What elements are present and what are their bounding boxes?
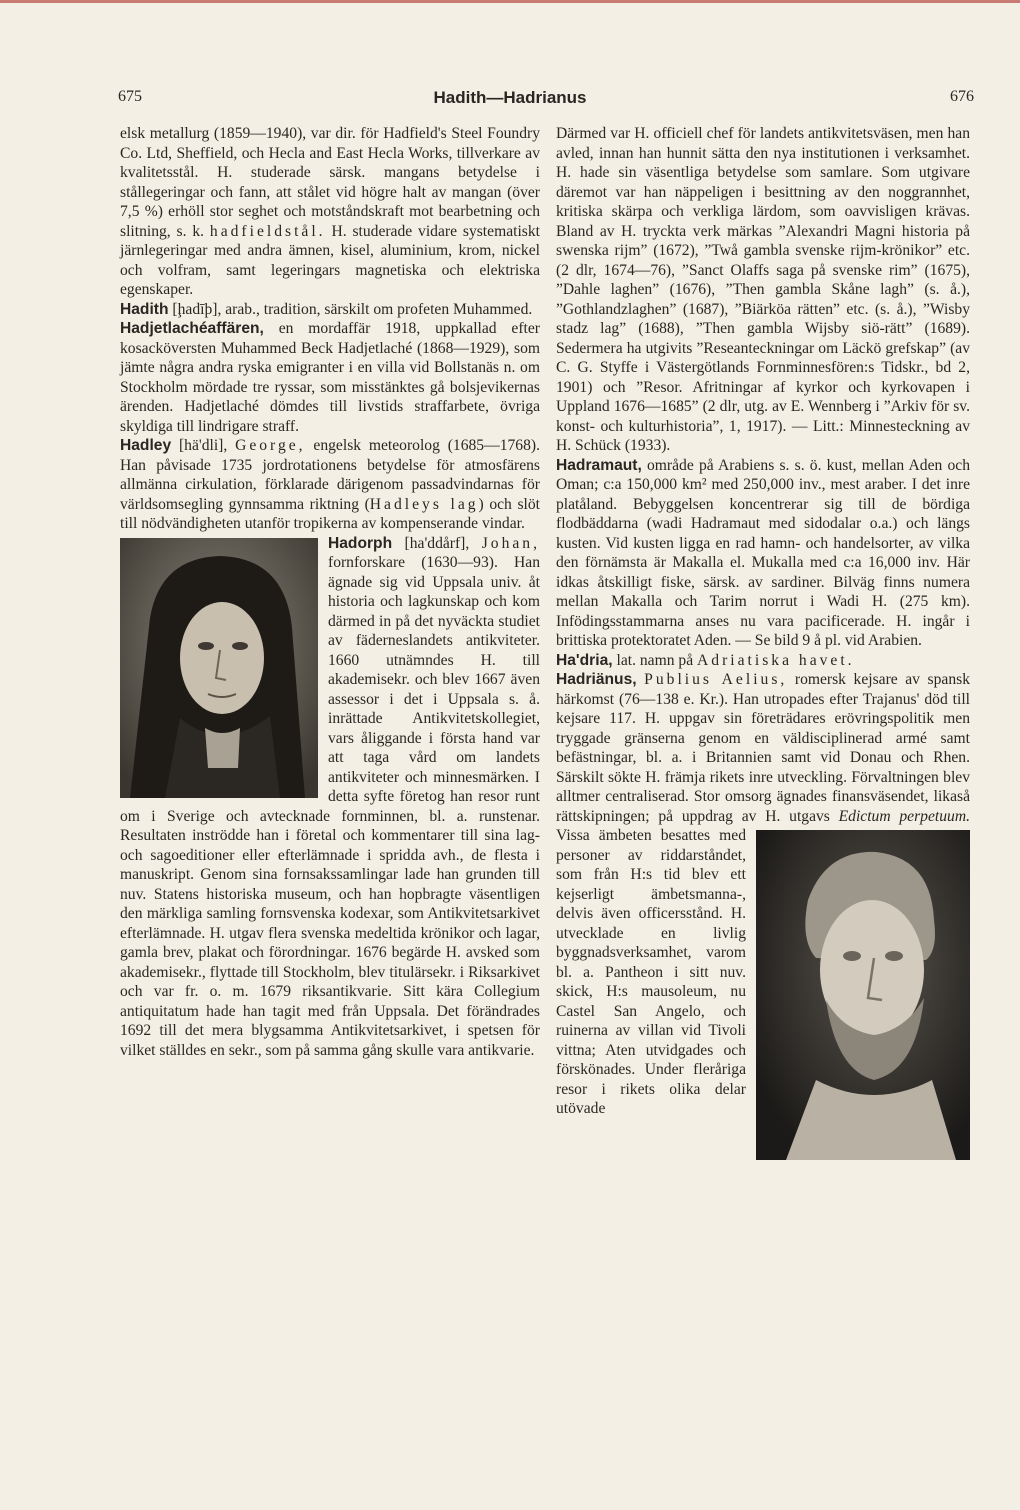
page-number-left: 675: [118, 88, 142, 105]
left-column: [120, 124, 540, 1060]
running-title: Hadith—Hadrianus: [433, 88, 587, 107]
page-number-right: 676: [950, 88, 974, 105]
entry-hadith: Hadith [ḩadīþ], arab., tradition, särskilt om profeten Muhammed.: [120, 300, 533, 318]
headword-hadorph: Hadorph: [328, 534, 393, 552]
headword-hadrianus: Hadriänus,: [556, 671, 637, 688]
entry-hadley: Hadley [hä'dli], George, engelsk meteorolog (1685—1768). Han påvisade 1735 jordrotationens betydelse för atmosfärens allmänna cirkulation, förklarade därigenom passadvindarnas för världsomsegling gynnsamma riktning (Hadleys lag) och slöt till nödvändigheten utanför tropikerna av kompenserande vindar.: [120, 437, 540, 532]
hadrianus-bust-image: [756, 830, 970, 1160]
edictum-perpetuum-title: Edictum perpetuum.: [838, 807, 970, 825]
headword-hadramaut: Hadramaut,: [556, 456, 642, 474]
hadorph-portrait-image: [120, 538, 318, 798]
right-column: [556, 124, 970, 1166]
hadleys-lag-term: Hadleys lag: [369, 495, 479, 513]
headword-hadith: Hadith: [120, 300, 169, 318]
headword-hadjetlache: Hadjetlachéaffären,: [120, 320, 264, 337]
entry-hadria: Ha'dria, lat. namn på Adriatiska havet.: [556, 651, 855, 669]
entry-hadrianus: Hadriänus, Publius Aelius, romersk kejsare av spansk härkomst (76—138 e. Kr.). Han utropades efter Trajanus' död till kejsare 117. H. uppgav sin företrädares erövringspolitik men tryggade gränserna genom en väldisciplinerad armé samt befästningar, bl. a. i Britannien samt vid Donau och Rhen. Särskilt sökte H. främja rikets inre utveckling. Förvaltningen blev alltmer centraliserad. Stor omsorg ägnades finansväsendet, likaså rättskipningen; på uppdrag av H. utgavs Edictum perpetuum. Vissa ämbeten besattes med personer av riddarståndet, som från H:s tid blev ett kejserligt ämbetsmanna-, delvis även officersstånd. H. utvecklade en livlig byggnadsverksamhet, varom bl. a. Pantheon i sitt nuv. skick, H:s mausoleum, nu Castel San Angelo, och ruinerna av villan vid Tivoli vittna; Aten utvidgades och förskönades. Under fleråriga resor i rikets olika delar utövade: [556, 670, 970, 1119]
entry-hadjetlache: Hadjetlachéaffären, en mordaffär 1918, uppkallad efter kosacköversten Muhammed Beck Hadjetlaché (1868—1929), som jämte några andra ryska emigranter i en villa vid Bollstanäs n. om Stockholm mördade tre ryssar, som misstänktes gå bolsjevikernas ärenden. Hadjetlaché dömdes till livstids straffarbete, övriga skyldiga till lindrigare straff.: [120, 320, 540, 435]
page-header: [0, 88, 1020, 112]
hadfield-continuation: elsk metallurg (1859—1940), var dir. för Hadfield's Steel Foundry Co. Ltd, Sheffield, och Hecla and East Hecla Works, tillverkare av kvalitetsstål. H. studerade särsk. mangans betydelse i stållegeringar och fann, att stålet vid högre halt av mangan (över 7,5 %) erhöll stor seghet och motståndskraft mot bearbetning och slitning, s. k. hadfieldstål. H. studerade vidare systematiskt järnlegeringar med andra ämnen, kisel, aluminium, krom, nickel och volfram, samt legeringars magnetiska och elektriska egenskaper.: [120, 125, 540, 298]
hadfieldstal-term: hadfieldstål.: [209, 222, 326, 240]
entry-hadramaut: Hadramaut, område på Arabiens s. s. ö. kust, mellan Aden och Oman; c:a 150,000 km² med 250,000 inv., mest araber. I det inre platåland. Bebyggelsen koncentrerar sig till de bördiga flodbäddarna (wadi Hadramaut med sidodalar o.a.) och längs kusten. Vid kusten ligga en rad hamn- och handelsorter, av vilka den förnämsta är Makalla el. Mukalla med c:a 16,000 inv. Här idkas åtskilligt fiske, särsk. av sardiner. Bilväg finns numera mellan Makalla och Tarim norrut i Wadi H. (275 km). Infödingsstammarna anses nu vara pacificerade. H. ingår i brittiska protektoratet Aden. — Se bild 9 å pl. vid Arabien.: [556, 456, 970, 649]
cross-reference-adriatiska: Adriatiska havet.: [697, 651, 855, 669]
headword-hadley: Hadley: [120, 437, 172, 454]
entry-hadorph: Hadorph [ha'ddårf], Johan, fornforskare (1630—93). Han ägnade sig vid Uppsala univ. åt historia och lagkunskap och kom därmed in på det nyväckta studiet av fäderneslandets antikviteter. 1660 utnämndes H. till akademisekr. och blev 1667 även assessor i det i Uppsala s. å. inrättade Antikvitetskollegiet, vars åliggande i första hand var att taga vård om landets antikviteter och minnesmärken. I detta syfte företog han resor runt om i Sverige och avtecknade fornminnen, bl. a. runstenar. Resultaten inströdde han i företal och kommentarer till sina lag- och sagoeditioner eller efterlämnade i spridda avh., de flesta i manuskript. Genom sina fornsakssamlingar lade han grunden till nuv. Statens historiska museum, och han hopbragte väsentligen den märkliga samling fornsvenska kodexar, som Antikvitetsarkivet efterlämnade. H. utgav flera svenska medeltida krönikor och lagar, gamla brev, plakat och förordningar. 1676 begärde H. avsked som akademisekr., flyttade till Stockholm, blev titulärsekr. i Riksarkivet och var fr. o. m. 1679 riksantikvarie. Sitt kära Collegium antiquitatum hade han tagit med från Uppsala. Det förändrades 1692 till det mera blygsamma Antikvitetsarkivet, i spetsen för vilket ställdes en sekr., som på samma gång skulle vara antikvarie.: [120, 534, 540, 1059]
headword-hadria: Ha'dria,: [556, 651, 613, 669]
top-border-line: [0, 0, 1020, 3]
hadorph-continuation: Därmed var H. officiell chef för landets antikvitetsväsen, men han avled, innan han hunnit sätta den nya institutionen i verksamhet. H. hade sin väsentliga betydelse som samlare. Som utgivare däremot var han näppeligen i besittning av den noggrannhet, kritiska skärpa och verkliga lärdom, som oavvisligen krävas. Bland av H. tryckta verk märkas ”Alexandri Magni historia på swenska rijm” (1672), ”Twå gambla svenske rijm-krönikor” etc. (2 dlr, 1674—76), ”Sanct Olaffs saga på svenske rim” (1675), ”Dahle laghen” (1676), ”Then gambla Skåne lagh” (s. å.), ”Gothlandzlaghen” (1687), ”Biärköa rätten” etc. (s. å.), ”Wisby stadz lag” (1688), ”Then gambla Wijsby siö-rätt” (1689). Sedermera ha utgivits ”Reseanteckningar om Läckö grefskap” (av C. G. Styffe i Västergötlands Fornminnesfören:s Tidskr., bd 2, 1901) och ”Resor. Afritningar af kyrkor och kyrkovapen i Uppland 1676—1685” (2 dlr, utg. av E. Wennberg i ”Arkiv för sv. konst- och kulturhistoria”, 1, 1917). — Litt.: Minnesteckning av H. Schück (1933).: [556, 125, 970, 454]
